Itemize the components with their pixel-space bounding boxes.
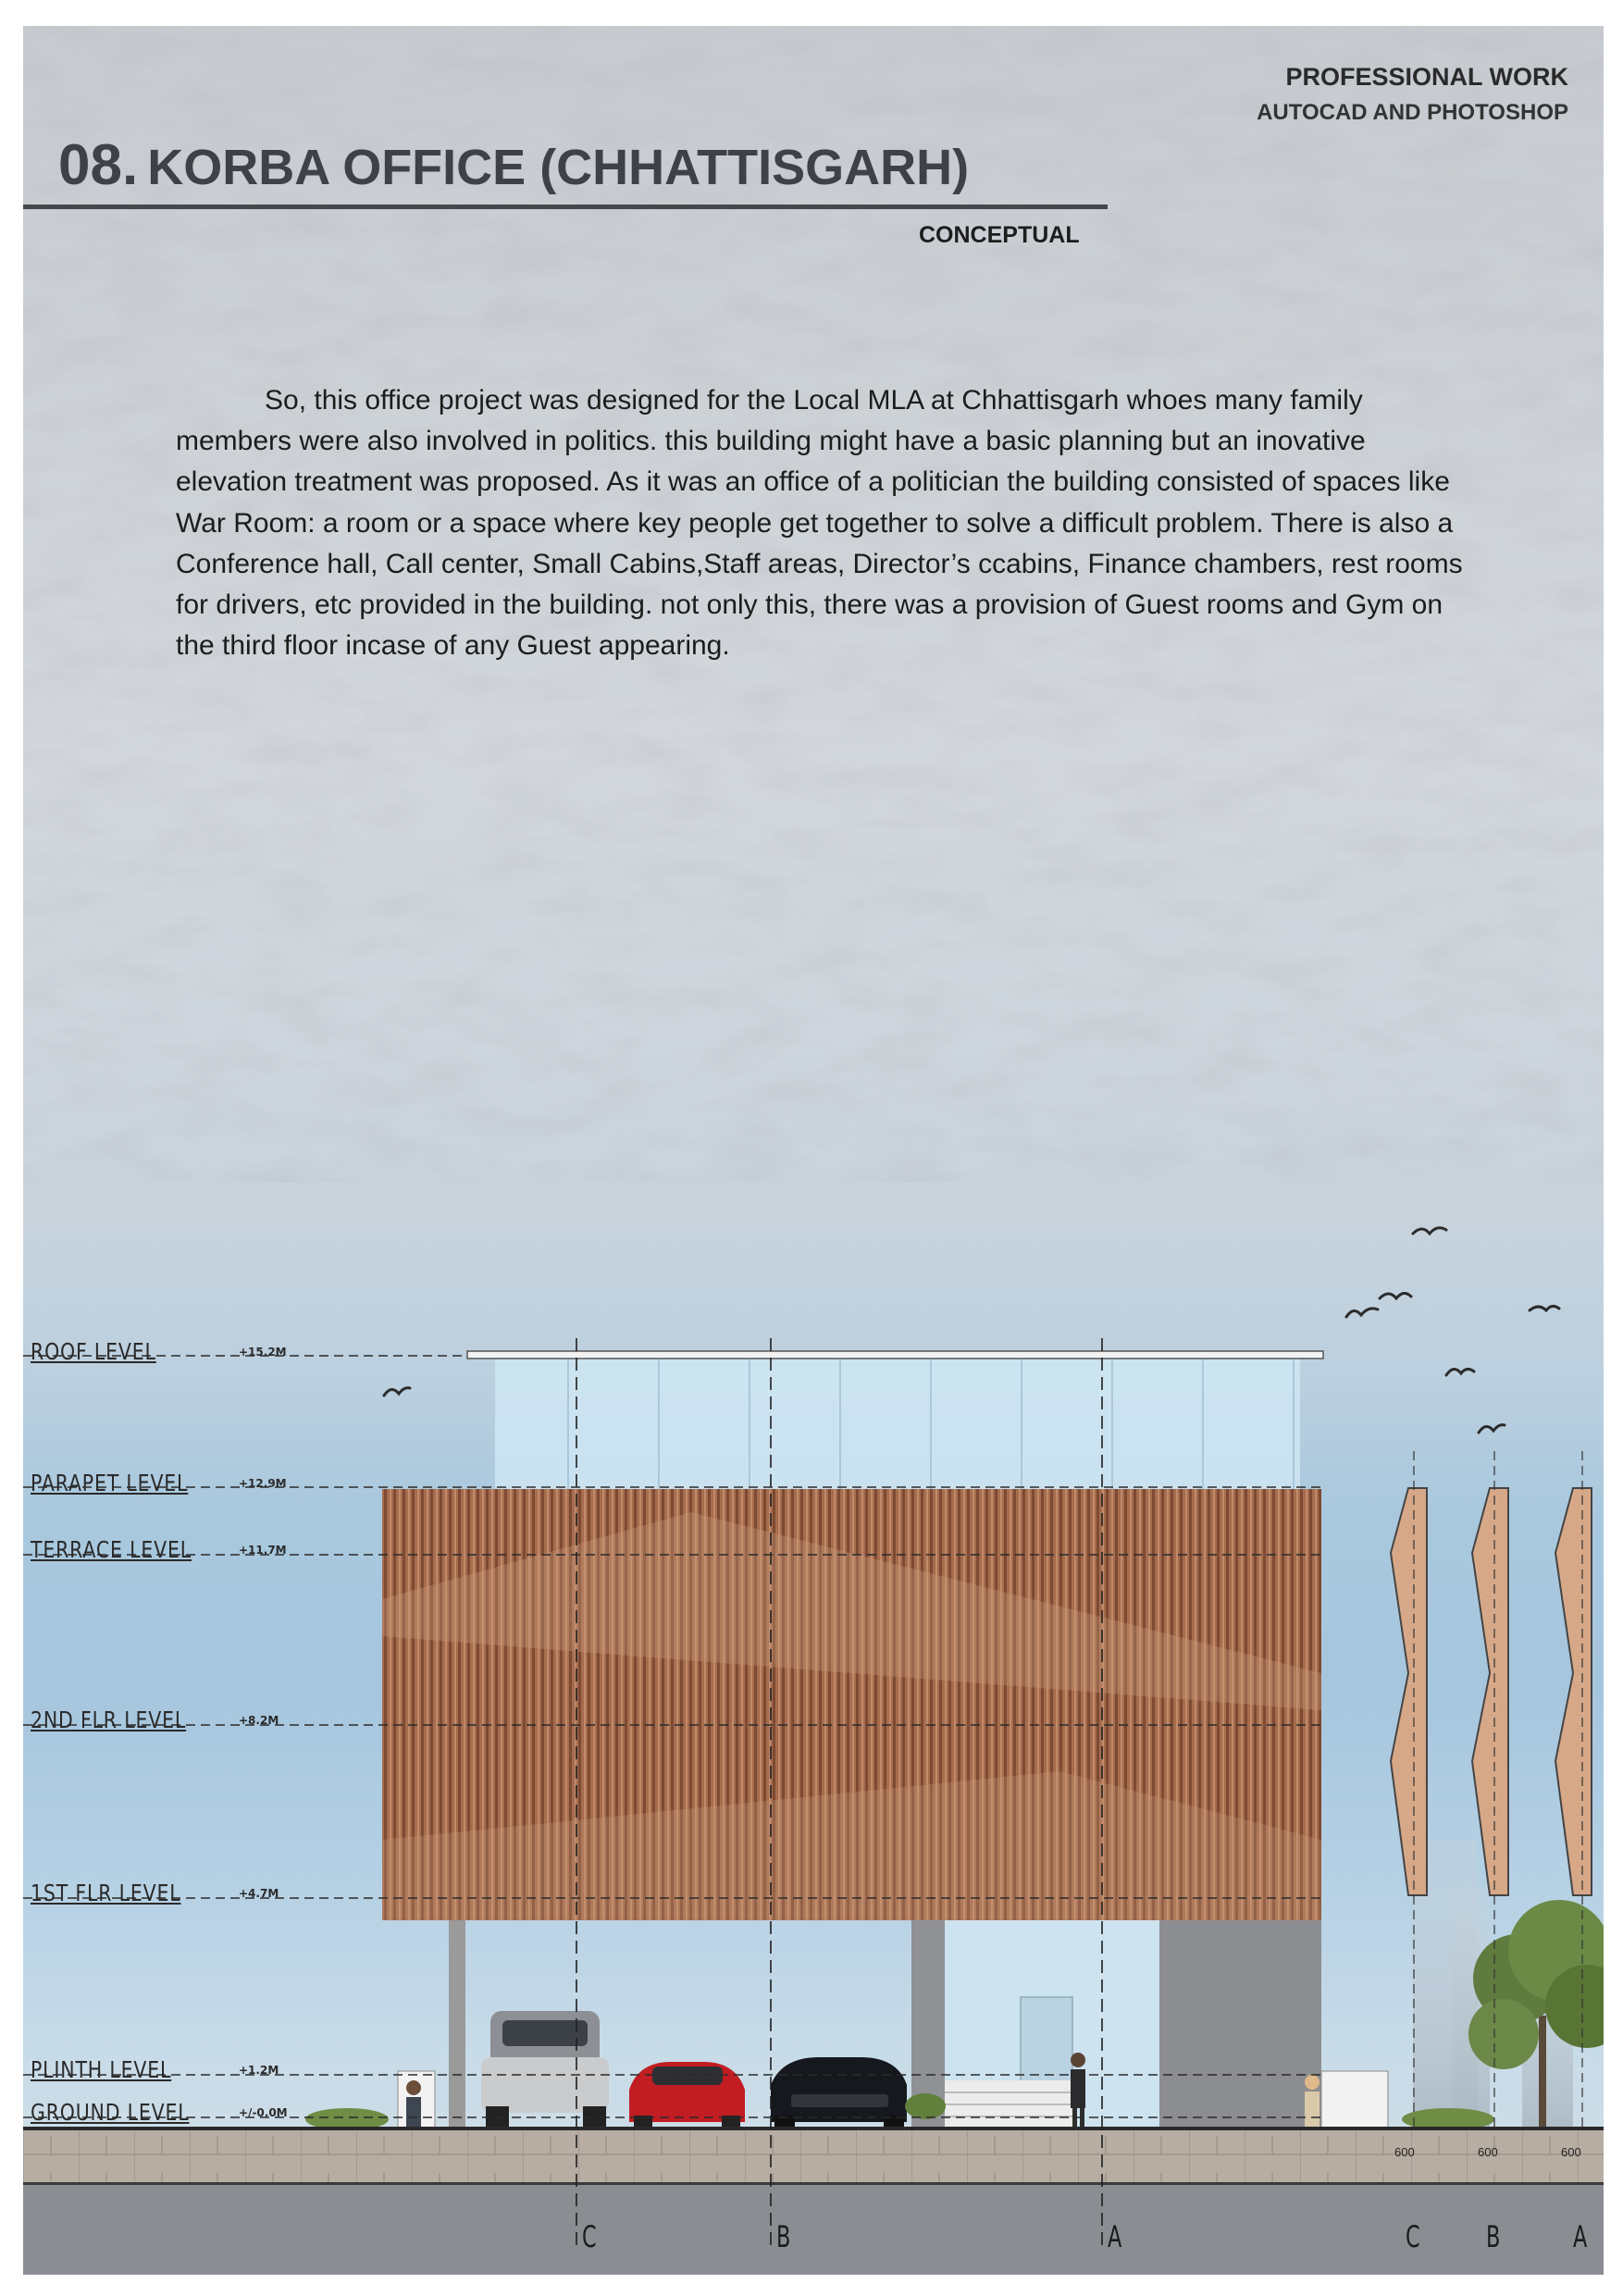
road-edge	[23, 2182, 1604, 2185]
project-number: 08.	[58, 133, 139, 197]
level-ground	[31, 2099, 288, 2126]
level-name: PARAPET LEVEL	[31, 1470, 189, 1496]
fin-grid-label-c: C	[1406, 2219, 1420, 2254]
level-value: +12.9M	[239, 1477, 287, 1490]
level-name: ROOF LEVEL	[31, 1338, 156, 1365]
level-value: +4.7M	[239, 1887, 279, 1900]
software-label: AUTOCAD AND PHOTOSHOP	[1257, 100, 1568, 125]
level-name: 1ST FLR LEVEL	[31, 1880, 181, 1906]
category-label: CONCEPTUAL	[919, 222, 1080, 248]
level-name: TERRACE LEVEL	[31, 1536, 192, 1563]
entry-steps	[945, 2080, 1074, 2128]
professional-work-label: PROFESSIONAL WORK	[1285, 63, 1568, 91]
fin-dimension: 600	[1561, 2145, 1581, 2159]
level-name: 2ND FLR LEVEL	[31, 1706, 187, 1733]
car-pickup	[481, 2011, 609, 2132]
level-plinth	[31, 2056, 279, 2083]
fin-grid-label-a: A	[1573, 2219, 1588, 2254]
level-value: +11.7M	[239, 1544, 287, 1557]
level-value: +8.2M	[239, 1714, 279, 1727]
level-value: +1.2M	[239, 2064, 279, 2077]
car-red	[629, 2062, 745, 2129]
left-column	[449, 1920, 465, 2128]
ground-line	[23, 2127, 1604, 2130]
level-roof	[31, 1338, 287, 1365]
elevation-drawing	[23, 26, 1604, 2275]
car-black	[771, 2057, 907, 2130]
fin-grid-label-b: B	[1486, 2219, 1501, 2254]
level-name: GROUND LEVEL	[31, 2099, 190, 2126]
level-first-floor	[31, 1880, 279, 1906]
level-value: +15.2M	[239, 1346, 287, 1359]
terrace-glass-block	[495, 1355, 1300, 1489]
roof-slab	[467, 1351, 1323, 1359]
level-parapet	[31, 1470, 287, 1496]
project-title: KORBA OFFICE (CHHATTISGARH)	[147, 140, 970, 195]
project-description: So, this office project was designed for the Local MLA at Chhattisgarh whoes many family members were also involved in politics. this building might have a basic planning but an inovative elevation treatment was proposed. As it was an office of a politician the building consisted of spaces like War Room: a room or a space where key people get together to solve a difficult problem. There is also a Conference hall, Call center, Small Cabins,Staff areas, Director’s ccabins, Finance chambers, rest rooms for drivers, etc provided in the building. not only this, there was a provision of Guest rooms and Gym on the third floor incase of any Guest appearing.	[176, 385, 1463, 662]
portfolio-sheet	[23, 26, 1604, 2275]
right-wall	[1159, 1920, 1321, 2128]
level-value: +/-0.0M	[239, 2106, 288, 2119]
level-terrace	[31, 1536, 287, 1563]
boundary-wall-right	[1321, 2071, 1388, 2128]
fin-dimension: 600	[1394, 2145, 1415, 2159]
fin-dimension: 600	[1478, 2145, 1498, 2159]
grid-label-b: B	[776, 2219, 791, 2254]
pavement	[23, 2128, 1604, 2182]
level-name: PLINTH LEVEL	[31, 2056, 172, 2083]
road	[23, 2182, 1604, 2275]
grid-label-a: A	[1108, 2219, 1122, 2254]
level-second-floor	[31, 1706, 279, 1733]
grid-label-c: C	[582, 2219, 597, 2254]
